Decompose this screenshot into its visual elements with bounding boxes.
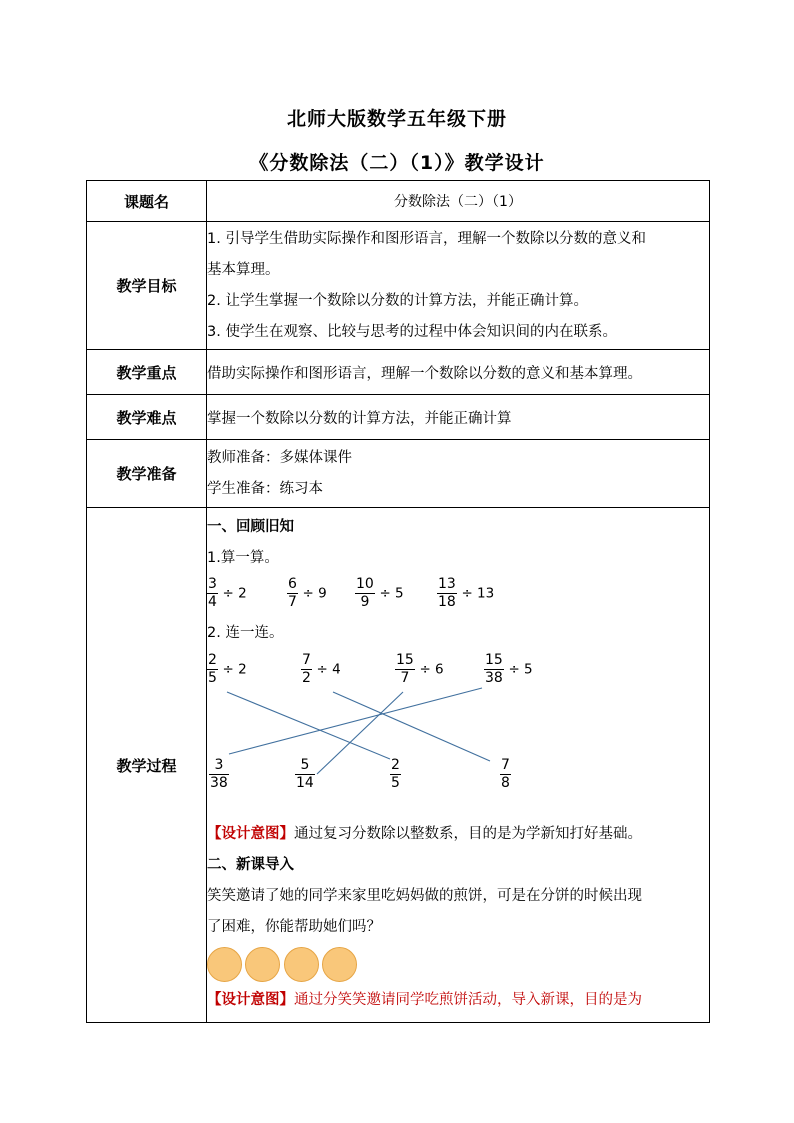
- pancake-illustration: [207, 943, 709, 985]
- value-difficulties: 掌握一个数除以分数的计算方法，并能正确计算: [207, 395, 710, 440]
- value-preparation: [207, 440, 710, 508]
- connect-exercise: [207, 649, 709, 819]
- section-review-title: 一、回顾旧知: [207, 519, 294, 535]
- connect-bottom-item: [209, 757, 229, 792]
- intro-text: 笑笑邀请了她的同学来家里吃妈妈做的煎饼，可是在分饼的时候出现: [207, 888, 642, 904]
- row-process: [87, 508, 710, 1023]
- design-intent-1: [207, 819, 709, 850]
- row-preparation: [87, 440, 710, 508]
- calc-item: $\frac{10}{9}$ ÷ 5: [356, 576, 404, 610]
- calc-item: $\frac{3}{4}$ ÷ 2: [208, 576, 247, 610]
- label-objectives: 教学目标: [87, 222, 207, 350]
- value-objectives: [207, 222, 710, 350]
- fraction: $\frac{6}{7}$: [288, 576, 297, 610]
- intro-text: 了困难，你能帮助她们吗？: [207, 919, 381, 935]
- connect-line: [227, 692, 390, 759]
- connect-top-item: $\frac{15}{38}$ ÷ 5: [485, 652, 533, 686]
- fraction: $\frac{2}{5}$: [391, 757, 400, 791]
- document-title: 北师大版数学五年级下册: [286, 108, 507, 130]
- value-process: [207, 508, 710, 1023]
- calc-title: 1.算一算。: [207, 550, 279, 566]
- fraction: $\frac{2}{5}$: [208, 652, 217, 686]
- calc-exercises: [207, 574, 709, 618]
- design-intent-tag: 【设计意图】: [207, 826, 294, 842]
- connect-bottom-item: [295, 757, 315, 792]
- fraction: $\frac{3}{38}$: [210, 757, 228, 791]
- lesson-plan-table: [86, 180, 710, 1023]
- document-subtitle: 《分数除法（二）（1）》教学设计: [249, 152, 545, 174]
- fraction: $\frac{7}{2}$: [302, 652, 311, 686]
- label-preparation: 教学准备: [87, 440, 207, 508]
- objective-line: 2. 让学生掌握一个数除以分数的计算方法，并能正确计算。: [207, 292, 588, 309]
- fraction: $\frac{10}{9}$: [356, 576, 374, 610]
- value-key-points: 借助实际操作和图形语言，理解一个数除以分数的意义和基本算理。: [207, 350, 710, 395]
- fraction: $\frac{13}{18}$: [438, 576, 456, 610]
- objective-line: 基本算理。: [207, 261, 280, 278]
- design-intent-text: 通过复习分数除以整数系，目的是为学新知打好基础。: [294, 826, 642, 842]
- fraction: $\frac{3}{4}$: [208, 576, 217, 610]
- fraction: $\frac{5}{14}$: [296, 757, 314, 791]
- connect-bottom-item: [390, 757, 401, 792]
- pancake-icon: [245, 947, 280, 982]
- calc-item: $\frac{6}{7}$ ÷ 9: [288, 576, 327, 610]
- fraction: $\frac{15}{38}$: [485, 652, 503, 686]
- fraction: $\frac{7}{8}$: [501, 757, 510, 791]
- connect-line: [333, 692, 490, 761]
- connect-top-item: $\frac{15}{7}$ ÷ 6: [396, 652, 444, 686]
- label-difficulties: 教学难点: [87, 395, 207, 440]
- calc-item: $\frac{13}{18}$ ÷ 13: [438, 576, 495, 610]
- design-intent-2: [207, 985, 709, 1016]
- label-key-points: 教学重点: [87, 350, 207, 395]
- design-intent-tag: 【设计意图】: [207, 992, 294, 1008]
- connect-top-item: $\frac{7}{2}$ ÷ 4: [302, 652, 341, 686]
- label-process: 教学过程: [87, 508, 207, 1023]
- fraction: $\frac{15}{7}$: [396, 652, 414, 686]
- section-intro-title: 二、新课导入: [207, 857, 294, 873]
- objective-line: 3. 使学生在观察、比较与思考的过程中体会知识间的内在联系。: [207, 323, 617, 340]
- row-topic: [87, 181, 710, 222]
- student-prep: 学生准备：练习本: [207, 480, 323, 497]
- label-topic: 课题名: [87, 181, 207, 222]
- pancake-icon: [284, 947, 319, 982]
- teacher-prep: 教师准备：多媒体课件: [207, 449, 352, 466]
- value-topic: 分数除法（二）（1）: [207, 181, 710, 222]
- objective-line: 1. 引导学生借助实际操作和图形语言，理解一个数除以分数的意义和: [207, 230, 646, 247]
- connect-top-item: $\frac{2}{5}$ ÷ 2: [208, 652, 247, 686]
- connect-bottom-item: [500, 757, 511, 792]
- row-difficulties: [87, 395, 710, 440]
- pancake-icon: [207, 947, 242, 982]
- design-intent-text: 通过分笑笑邀请同学吃煎饼活动，导入新课，目的是为: [294, 992, 642, 1008]
- pancake-icon: [322, 947, 357, 982]
- row-objectives: [87, 222, 710, 350]
- row-key-points: [87, 350, 710, 395]
- connect-title: 2. 连一连。: [207, 625, 284, 641]
- connect-line: [229, 688, 482, 754]
